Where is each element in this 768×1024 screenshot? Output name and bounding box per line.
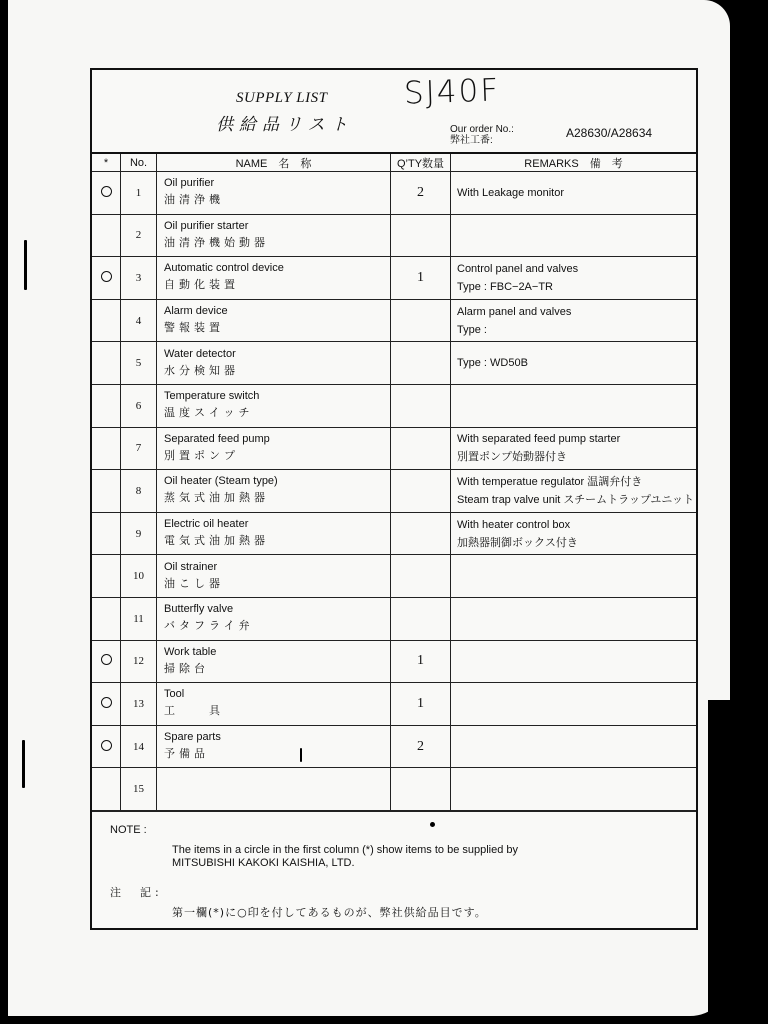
mark-cell bbox=[92, 725, 121, 768]
order-number-value: A28630/A28634 bbox=[566, 126, 653, 140]
item-name-english: Automatic control device bbox=[164, 262, 284, 275]
note-text-english bbox=[172, 844, 518, 870]
item-name-cell bbox=[157, 384, 391, 427]
item-name-japanese: 蒸気式油加熱器 bbox=[164, 491, 269, 505]
item-number: 10 bbox=[121, 555, 157, 598]
item-quantity bbox=[391, 768, 451, 811]
header-remarks: REMARKS 備 考 bbox=[451, 154, 697, 172]
item-name-japanese: 別置ポンプ bbox=[164, 448, 239, 462]
form-header bbox=[92, 70, 696, 154]
item-number: 4 bbox=[121, 299, 157, 342]
item-quantity: 2 bbox=[391, 725, 451, 768]
note-label: NOTE : bbox=[110, 823, 147, 836]
item-quantity bbox=[391, 512, 451, 555]
item-remarks bbox=[451, 470, 697, 513]
note-section bbox=[92, 811, 696, 937]
remark-line: With separated feed pump starter bbox=[457, 433, 621, 446]
item-name-cell bbox=[157, 683, 391, 726]
scan-shadow bbox=[708, 700, 768, 1024]
table-row bbox=[92, 257, 696, 300]
item-name-japanese: 警報装置 bbox=[164, 321, 224, 335]
item-name-cell bbox=[157, 299, 391, 342]
item-remarks bbox=[451, 683, 697, 726]
item-name-cell bbox=[157, 512, 391, 555]
item-quantity bbox=[391, 214, 451, 257]
item-number: 7 bbox=[121, 427, 157, 470]
order-number-label bbox=[450, 124, 514, 146]
order-label-en: Our order No.: bbox=[450, 124, 514, 135]
remark-line: Alarm panel and valves bbox=[457, 305, 572, 318]
mark-cell bbox=[92, 384, 121, 427]
table-row bbox=[92, 597, 696, 640]
item-quantity: 1 bbox=[391, 683, 451, 726]
item-number: 3 bbox=[121, 257, 157, 300]
item-name-english: Oil heater (Steam type) bbox=[164, 475, 278, 488]
item-quantity bbox=[391, 384, 451, 427]
header-no: No. bbox=[121, 154, 157, 172]
item-number: 2 bbox=[121, 214, 157, 257]
item-name-english: Spare parts bbox=[164, 731, 221, 744]
item-remarks bbox=[451, 384, 697, 427]
item-remarks bbox=[451, 512, 697, 555]
title-english: SUPPLY LIST bbox=[236, 90, 328, 106]
mark-cell bbox=[92, 257, 121, 300]
note-line-2: MITSUBISHI KAKOKI KAISHIA, LTD. bbox=[172, 856, 355, 869]
item-name-cell bbox=[157, 768, 391, 811]
item-name-japanese: 油清浄機 bbox=[164, 193, 224, 207]
item-name-english: Alarm device bbox=[164, 305, 228, 318]
supply-list-form bbox=[90, 68, 698, 930]
scan-mark bbox=[24, 240, 27, 290]
item-name-english: Oil strainer bbox=[164, 560, 218, 573]
item-name-cell bbox=[157, 257, 391, 300]
item-name-cell bbox=[157, 470, 391, 513]
table-header-row bbox=[92, 154, 696, 172]
item-name-english: Tool bbox=[164, 688, 185, 701]
item-remarks bbox=[451, 214, 697, 257]
item-name-english: Temperature switch bbox=[164, 390, 260, 403]
remark-line: With Leakage monitor bbox=[457, 186, 564, 199]
mark-cell bbox=[92, 597, 121, 640]
item-name-japanese: バタフライ弁 bbox=[164, 619, 254, 633]
scan-speck bbox=[300, 748, 302, 762]
remark-line: Type : bbox=[457, 323, 487, 336]
item-quantity bbox=[391, 299, 451, 342]
item-number: 13 bbox=[121, 683, 157, 726]
item-name-japanese: 水分検知器 bbox=[164, 363, 239, 377]
remark-line: With temperatue regulator 温調弁付き bbox=[457, 475, 643, 488]
item-name-english: Water detector bbox=[164, 347, 236, 360]
circle-mark-icon bbox=[101, 186, 112, 197]
mark-cell bbox=[92, 683, 121, 726]
handwritten-model: SJ40F bbox=[403, 72, 501, 112]
mark-cell bbox=[92, 299, 121, 342]
item-name-cell bbox=[157, 725, 391, 768]
table-row bbox=[92, 512, 696, 555]
item-quantity: 1 bbox=[391, 257, 451, 300]
item-name-japanese: 電気式油加熱器 bbox=[164, 534, 269, 548]
note-line-1: The items in a circle in the first column (*) show items to be supplied by bbox=[172, 843, 519, 856]
item-name-japanese: 掃除台 bbox=[164, 661, 209, 675]
circle-mark-icon bbox=[101, 740, 112, 751]
mark-cell bbox=[92, 768, 121, 811]
item-remarks bbox=[451, 172, 697, 215]
item-remarks bbox=[451, 342, 697, 385]
header-name: NAME 名 称 bbox=[157, 154, 391, 172]
item-remarks bbox=[451, 640, 697, 683]
header-mark: * bbox=[92, 154, 121, 172]
remark-line: With heater control box bbox=[457, 518, 571, 531]
item-name-english: Oil purifier bbox=[164, 177, 215, 190]
item-number: 1 bbox=[121, 172, 157, 215]
mark-cell bbox=[92, 512, 121, 555]
item-quantity: 1 bbox=[391, 640, 451, 683]
item-name-japanese: 工 具 bbox=[164, 704, 224, 718]
item-quantity: 2 bbox=[391, 172, 451, 215]
table-row bbox=[92, 427, 696, 470]
item-number: 5 bbox=[121, 342, 157, 385]
order-label-ja: 弊社工番: bbox=[450, 135, 493, 146]
item-quantity bbox=[391, 470, 451, 513]
note-text-japanese: 第一欄(*)に○印を付してあるものが、弊社供給品目です。 bbox=[172, 905, 487, 919]
note-label-japanese: 注 記: bbox=[110, 885, 163, 899]
table-row bbox=[92, 299, 696, 342]
item-quantity bbox=[391, 342, 451, 385]
item-number: 11 bbox=[121, 597, 157, 640]
item-name-japanese: 温度スイッチ bbox=[164, 406, 254, 420]
item-name-english: Oil purifier starter bbox=[164, 219, 249, 232]
item-quantity bbox=[391, 555, 451, 598]
item-number: 6 bbox=[121, 384, 157, 427]
item-number: 9 bbox=[121, 512, 157, 555]
table-row bbox=[92, 384, 696, 427]
header-qty: Q’TY数量 bbox=[391, 154, 451, 172]
table-row bbox=[92, 768, 696, 811]
mark-cell bbox=[92, 214, 121, 257]
item-name-english: Butterfly valve bbox=[164, 603, 234, 616]
remark-line: 加熱器制御ボックス付き bbox=[457, 536, 578, 549]
circle-mark-icon bbox=[101, 271, 112, 282]
item-remarks bbox=[451, 555, 697, 598]
table-row bbox=[92, 725, 696, 768]
table-row bbox=[92, 555, 696, 598]
item-number: 14 bbox=[121, 725, 157, 768]
item-name-english: Separated feed pump bbox=[164, 432, 270, 445]
item-name-cell bbox=[157, 172, 391, 215]
item-remarks bbox=[451, 427, 697, 470]
supply-table bbox=[92, 154, 696, 811]
item-remarks bbox=[451, 597, 697, 640]
table-row bbox=[92, 640, 696, 683]
remark-line: Control panel and valves bbox=[457, 262, 579, 275]
remark-line: Steam trap valve unit スチームトラップユニット bbox=[457, 493, 694, 506]
scan-mark bbox=[22, 740, 25, 788]
mark-cell bbox=[92, 342, 121, 385]
item-number: 15 bbox=[121, 768, 157, 811]
item-quantity bbox=[391, 427, 451, 470]
item-name-cell bbox=[157, 427, 391, 470]
item-name-japanese: 自動化装置 bbox=[164, 278, 239, 292]
table-row bbox=[92, 172, 696, 215]
item-remarks bbox=[451, 768, 697, 811]
item-name-cell bbox=[157, 597, 391, 640]
item-remarks bbox=[451, 299, 697, 342]
remark-line: Type : WD50B bbox=[457, 357, 528, 370]
item-name-japanese: 油清浄機始動器 bbox=[164, 235, 269, 249]
item-name-cell bbox=[157, 214, 391, 257]
mark-cell bbox=[92, 427, 121, 470]
item-name-english: Work table bbox=[164, 645, 217, 658]
table-row bbox=[92, 470, 696, 513]
item-remarks bbox=[451, 257, 697, 300]
scan-speck bbox=[430, 822, 435, 827]
item-name-japanese: 油こし器 bbox=[164, 576, 224, 590]
remark-line: Type : FBC−2A−TR bbox=[457, 280, 553, 293]
item-quantity bbox=[391, 597, 451, 640]
mark-cell bbox=[92, 555, 121, 598]
mark-cell bbox=[92, 470, 121, 513]
item-name-english: Electric oil heater bbox=[164, 518, 249, 531]
table-row bbox=[92, 342, 696, 385]
remark-line: 別置ポンプ始動器付き bbox=[457, 451, 567, 464]
table-row bbox=[92, 683, 696, 726]
item-number: 8 bbox=[121, 470, 157, 513]
item-name-cell bbox=[157, 342, 391, 385]
item-number: 12 bbox=[121, 640, 157, 683]
circle-mark-icon bbox=[101, 654, 112, 665]
circle-mark-icon bbox=[101, 697, 112, 708]
table-row bbox=[92, 214, 696, 257]
item-remarks bbox=[451, 725, 697, 768]
mark-cell bbox=[92, 172, 121, 215]
title-japanese: 供給品リスト bbox=[216, 115, 354, 135]
mark-cell bbox=[92, 640, 121, 683]
item-name-cell bbox=[157, 640, 391, 683]
item-name-japanese: 予備品 bbox=[164, 747, 209, 761]
item-name-cell bbox=[157, 555, 391, 598]
